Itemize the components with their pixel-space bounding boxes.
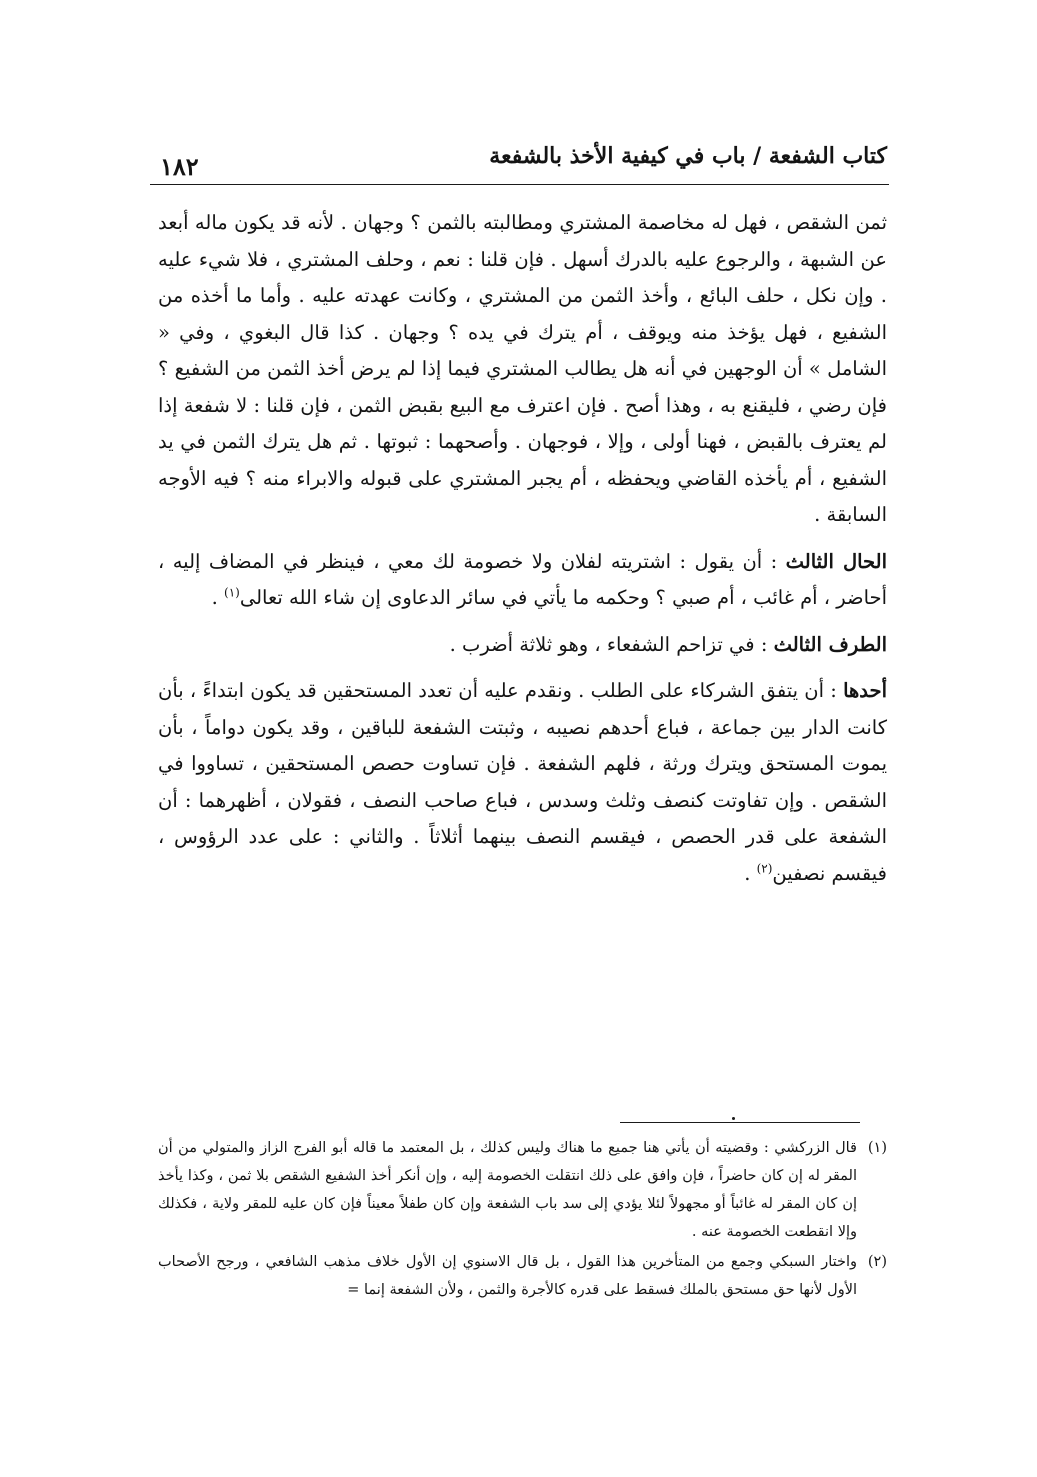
paragraph-2-heading: الحال الثالث [785,549,887,573]
paragraph-2-end: . [211,586,225,609]
page-number: ١٨٢ [160,152,199,181]
footnote-dot [732,1117,735,1120]
paragraph-4-text: : أن يتفق الشركاء على الطلب . ونقدم عليه أن تعدد المستحقين قد يكون ابتداءً ، بأن كانت الدار بين جماعة ، فباع أحدهم نصيبه ، وثبتت الشفعة للباقين ، وقد يكون دواماً ، بأن يموت المستحق ويترك ورثة ، فلهم الشفعة . فإن تساوت حصص المستحقين ، تساووا في الشقص . وإن تفاوتت كنصف وثلث وسدس ، فباع صاحب النصف ، فقولان ، أظهرهما : أن الشفعة على قدر الحصص ، فيقسم النصف بينهما أثلاثاً . والثاني : على عدد الرؤوس ، فيقسم نصفين [158,679,887,885]
footnotes [158,1134,887,1306]
footnote-2-number: (٢) [867,1254,887,1270]
header-rule [150,184,889,185]
paragraph-3 [158,627,887,664]
paragraph-2-text: : أن يقول : اشتريته لفلان ولا خصومة لك معي ، فينظر في المضاف إليه ، أحاضر ، أم غائب ، أم صبي ؟ وحكمه ما يأتي في سائر الدعاوى إن شاء الله تعالى [158,549,887,609]
paragraph-4-end: . [744,861,757,885]
footnote-1-text: قال الزركشي : وقضيته أن يأتي هنا جميع ما هناك وليس كذلك ، بل المعتمد ما قاله أبو الفرج الزاز والمتولي من أن المقر له إن كان حاضراً ، فإن وافق على ذلك انتقلت الخصومة إليه ، وإن أنكر أخذ الشفيع الشقص بلا ثمن ، وكذا يأخذ إن كان المقر له غائباً أو مجهولاً لئلا يؤدي إلى سد باب الشفعة وإن كان طفلاً معيناً فإن كان عليه للمقر ولاية ، فكذلك وإلا انقطعت الخصومة عنه . [158,1140,857,1240]
footnote-ref-2[interactable]: (٢) [756,861,773,875]
paragraph-1-text: ثمن الشقص ، فهل له مخاصمة المشتري ومطالبته بالثمن ؟ وجهان . لأنه قد يكون ماله أبعد عن الشبهة ، والرجوع عليه بالدرك أسهل . فإن قلنا : نعم ، وحلف المشتري ، فلا شيء عليه . وإن نكل ، حلف البائع ، وأخذ الثمن من المشتري ، وكانت عهدته عليه . وأما ما أخذه من الشفيع ، فهل يؤخذ منه ويوقف ، أم يترك في يده ؟ وجهان . كذا قال البغوي ، وفي « الشامل » أن الوجهين في أنه هل يطالب المشتري فيما إذا لم يرض أخذ الثمن من الشفيع ؟ فإن رضي ، فليقنع به ، وهذا أصح . فإن اعترف مع البيع بقبض الثمن ، فإن قلنا : لا شفعة إذا لم يعترف بالقبض ، فهنا أولى ، وإلا ، فوجهان . وأصحهما : ثبوتها . ثم هل يترك الثمن في يد الشفيع ، أم يأخذه القاضي ويحفظه ، أم يجبر المشتري على قبوله والابراء منه ؟ فيه الأوجه السابقة . [158,211,887,526]
footnote-1-number: (١) [867,1140,887,1156]
footnote-ref-1[interactable]: (١) [224,585,240,600]
main-text [158,205,887,902]
footnote-2-text: واختار السبكي وجمع من المتأخرين هذا القول ، بل قال الاسنوي إن الأول خلاف مذهب الشافعي ، ورجح الأصحاب الأول لأنها حق مستحق بالملك فسقط على قدره كالأجرة والثمن ، ولأن الشفعة إنما = [158,1254,857,1298]
paragraph-4-heading: أحدها [843,679,887,702]
paragraph-3-heading: الطرف الثالث [773,632,887,656]
footnote-2 [158,1248,887,1304]
paragraph-4 [158,673,887,892]
paragraph-1 [158,205,887,534]
footnote-1 [158,1134,887,1246]
paragraph-2 [158,544,887,617]
running-header-title: كتاب الشفعة / باب في كيفية الأخذ بالشفعة [489,143,887,169]
footnote-rule [620,1122,860,1123]
paragraph-3-text: : في تزاحم الشفعاء ، وهو ثلاثة أضرب . [449,632,768,656]
